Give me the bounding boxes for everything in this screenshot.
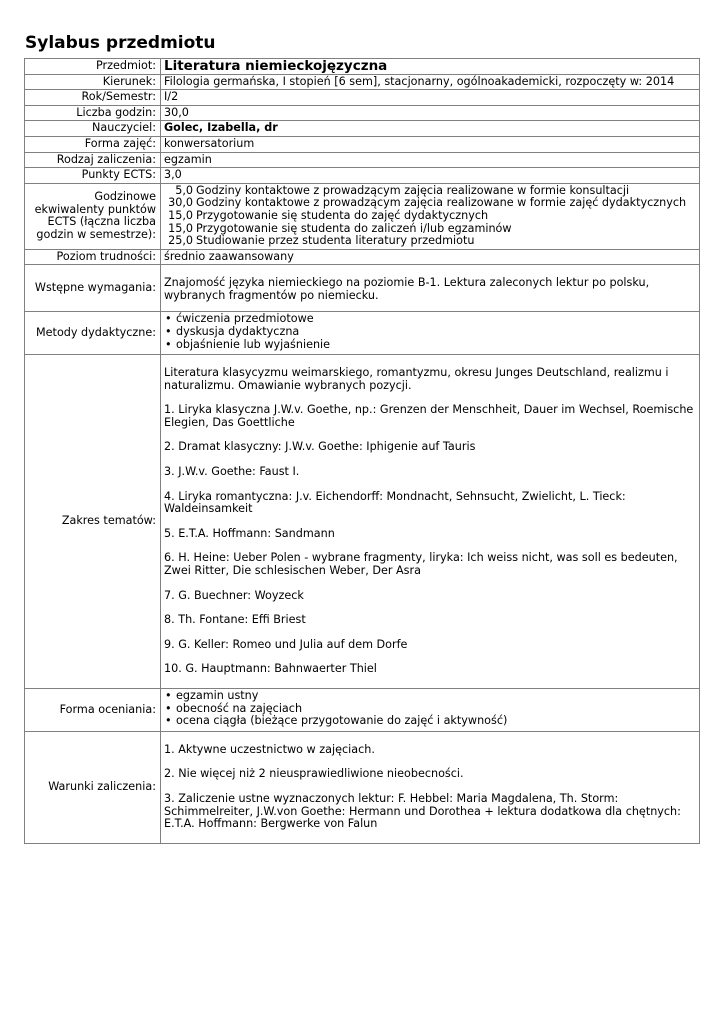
hours-description: Przygotowanie się studenta do zajęć dydaktycznych bbox=[196, 208, 489, 222]
label-przedmiot: Przedmiot: bbox=[25, 59, 161, 75]
label-rok: Rok/Semestr: bbox=[25, 90, 161, 106]
list-item: • ocena ciągła (bieżące przygotowanie do zajęć i aktywność) bbox=[164, 715, 696, 728]
row-warunki bbox=[25, 731, 700, 843]
label-ects: Punkty ECTS: bbox=[25, 168, 161, 184]
condition-paragraph: 1. Aktywne uczestnictwo w zajęciach. bbox=[164, 742, 375, 756]
hours-value: 30,0 bbox=[168, 196, 193, 210]
row-ekwiwalent bbox=[25, 183, 700, 249]
label-zakres: Zakres tematów: bbox=[25, 355, 161, 689]
hours-description: Godziny kontaktowe z prowadzącym zajęcia realizowane w formie konsultacji bbox=[196, 183, 630, 197]
row-rok bbox=[25, 90, 700, 106]
topic-paragraph: 9. G. Keller: Romeo und Julia auf dem Dorfe bbox=[164, 637, 408, 651]
value-przedmiot: Literatura niemieckojęzyczna bbox=[161, 59, 700, 75]
label-nauczyciel: Nauczyciel: bbox=[25, 121, 161, 137]
syllabus-table bbox=[24, 58, 700, 844]
label-wymagania: Wstępne wymagania: bbox=[25, 265, 161, 312]
hours-description: Przygotowanie się studenta do zaliczeń i/lub egzaminów bbox=[196, 221, 512, 235]
value-wymagania: Znajomość języka niemieckiego na poziomie B-1. Lektura zaleconych lektur po polsku, wybranych fragmentów po niemiecku. bbox=[161, 265, 700, 312]
page-title: Sylabus przedmiotu bbox=[25, 33, 216, 53]
topic-paragraph: 8. Th. Fontane: Effi Briest bbox=[164, 613, 306, 627]
list-item: • ćwiczenia przedmiotowe bbox=[164, 313, 696, 326]
label-warunki: Warunki zaliczenia: bbox=[25, 731, 161, 843]
value-metody bbox=[161, 312, 700, 355]
ocenianie-list bbox=[164, 690, 696, 728]
label-rodzaj-zaliczenia: Rodzaj zaliczenia: bbox=[25, 152, 161, 168]
topic-paragraph: 2. Dramat klasyczny: J.W.v. Goethe: Iphigenie auf Tauris bbox=[164, 440, 476, 454]
hours-value: 15,0 bbox=[168, 208, 193, 222]
topic-paragraph: 5. E.T.A. Hoffmann: Sandmann bbox=[164, 526, 335, 540]
row-poziom bbox=[25, 249, 700, 265]
row-rodzaj-zaliczenia bbox=[25, 152, 700, 168]
row-nauczyciel bbox=[25, 121, 700, 137]
topic-paragraph: 6. H. Heine: Ueber Polen - wybrane fragmenty, liryka: Ich weiss nicht, was soll es bedeuten, Zwei Ritter, Die schlesischen Weber, Der Asra bbox=[164, 551, 678, 578]
value-ects: 3,0 bbox=[161, 168, 700, 184]
label-godziny: Liczba godzin: bbox=[25, 105, 161, 121]
label-poziom: Poziom trudności: bbox=[25, 249, 161, 265]
row-przedmiot bbox=[25, 59, 700, 75]
hours-item bbox=[164, 210, 696, 223]
value-zakres bbox=[161, 355, 700, 689]
row-ocenianie bbox=[25, 689, 700, 732]
row-godziny bbox=[25, 105, 700, 121]
label-metody: Metody dydaktyczne: bbox=[25, 312, 161, 355]
topic-paragraph: Literatura klasycyzmu weimarskiego, romantyzmu, okresu Junges Deutschland, realizmu i naturalizmu. Omawianie wybranych pozycji. bbox=[164, 366, 669, 392]
topic-paragraph: 10. G. Hauptmann: Bahnwaerter Thiel bbox=[164, 662, 377, 676]
value-godziny: 30,0 bbox=[161, 105, 700, 121]
row-metody bbox=[25, 312, 700, 355]
list-item: • egzamin ustny bbox=[164, 690, 696, 703]
value-rodzaj-zaliczenia: egzamin bbox=[161, 152, 700, 168]
label-forma-zajec: Forma zajęć: bbox=[25, 136, 161, 152]
row-forma-zajec bbox=[25, 136, 700, 152]
hours-value: 5,0 bbox=[175, 183, 193, 197]
hours-description: Godziny kontaktowe z prowadzącym zajęcia realizowane w formie zajęć dydaktycznych bbox=[196, 196, 687, 210]
hours-description: Studiowanie przez studenta literatury przedmiotu bbox=[196, 234, 475, 248]
condition-paragraph: 3. Zaliczenie ustne wyznaczonych lektur: F. Hebbel: Maria Magdalena, Th. Storm: Schimmelreiter, J.W.von Goethe: Hermann und Dorothea + lektura dodatkowa dla chętnych: E.T.A. Hoffmann: Bergwerke von Falun bbox=[164, 791, 681, 831]
topic-paragraph: 1. Liryka klasyczna J.W.v. Goethe, np.: Grenzen der Menschheit, Dauer im Wechsel, Roemische Elegien, Das Goettliche bbox=[164, 403, 694, 429]
hours-value: 25,0 bbox=[168, 234, 193, 248]
value-forma-zajec: konwersatorium bbox=[161, 136, 700, 152]
row-zakres bbox=[25, 355, 700, 689]
label-kierunek: Kierunek: bbox=[25, 74, 161, 90]
row-kierunek bbox=[25, 74, 700, 90]
list-item: • obecność na zajęciach bbox=[164, 703, 696, 716]
value-poziom: średnio zaawansowany bbox=[161, 249, 700, 265]
topic-paragraph: 3. J.W.v. Goethe: Faust I. bbox=[164, 465, 300, 479]
value-ekwiwalent bbox=[161, 183, 700, 249]
list-item: • objaśnienie lub wyjaśnienie bbox=[164, 339, 696, 352]
value-kierunek: Filologia germańska, I stopień [6 sem], stacjonarny, ogólnoakademicki, rozpoczęty w: 2014 bbox=[161, 74, 700, 90]
hours-item bbox=[164, 235, 696, 248]
value-ocenianie bbox=[161, 689, 700, 732]
row-wymagania bbox=[25, 265, 700, 312]
topic-paragraph: 4. Liryka romantyczna: J.v. Eichendorff: Mondnacht, Sehnsucht, Zwielicht, L. Tieck: Waldeinsamkeit bbox=[164, 489, 626, 516]
label-ekwiwalent: Godzinowe ekwiwalenty punktów ECTS (łączna liczba godzin w semestrze): bbox=[25, 183, 161, 249]
condition-paragraph: 2. Nie więcej niż 2 nieusprawiedliwione nieobecności. bbox=[164, 767, 464, 781]
value-rok: I/2 bbox=[161, 90, 700, 106]
label-ocenianie: Forma oceniania: bbox=[25, 689, 161, 732]
value-nauczyciel: Golec, Izabella, dr bbox=[161, 121, 700, 137]
hours-value: 15,0 bbox=[168, 221, 193, 235]
metody-list bbox=[164, 313, 696, 351]
row-ects bbox=[25, 168, 700, 184]
list-item: • dyskusja dydaktyczna bbox=[164, 326, 696, 339]
topic-paragraph: 7. G. Buechner: Woyzeck bbox=[164, 588, 304, 602]
value-warunki bbox=[161, 731, 700, 843]
